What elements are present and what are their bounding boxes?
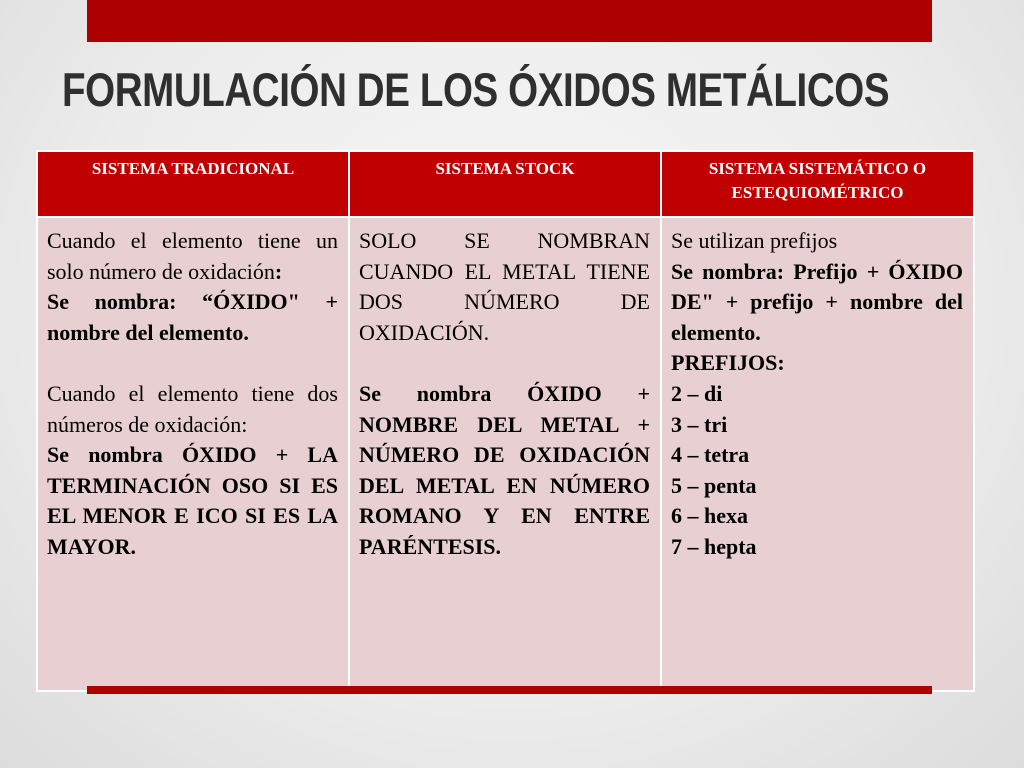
- table-body-row: [37, 217, 974, 691]
- bottom-accent-bar: [87, 686, 932, 694]
- paragraph-gap: [359, 348, 650, 379]
- tradicional-rule-3: Cuando el elemento tiene dos números de oxidación:: [47, 380, 338, 437]
- naming-systems-table: [36, 150, 975, 692]
- prefix-item: 5 – penta: [671, 472, 757, 498]
- prefix-item: 2 – di: [671, 380, 723, 406]
- prefixes-label: PREFIJOS:: [671, 350, 785, 376]
- paragraph-gap: [47, 348, 338, 379]
- prefix-item: 7 – hepta: [671, 533, 757, 559]
- tradicional-text-1: Cuando el elemento tiene un solo número de oxidación: [47, 228, 338, 284]
- tradicional-rule-2: Se nombra: “ÓXIDO" + nombre del elemento.: [47, 289, 338, 345]
- table-header-row: [37, 151, 974, 217]
- sistematico-rule-2: Se nombra: Prefijo + ÓXIDO DE" + prefijo + nombre del elemento.: [671, 258, 963, 345]
- tradicional-colon: :: [274, 258, 283, 284]
- top-accent-bar: [87, 0, 932, 42]
- header-stock: SISTEMA STOCK: [349, 151, 661, 217]
- stock-rule-1: SOLO SE NOMBRAN CUANDO EL METAL TIENE DOS NÚMERO DE OXIDACIÓN.: [359, 228, 650, 345]
- cell-sistematico: [661, 217, 974, 691]
- header-tradicional: SISTEMA TRADICIONAL: [37, 151, 349, 217]
- tradicional-rule-4: Se nombra ÓXIDO + LA TERMINACIÓN OSO SI ES EL MENOR E ICO SI ES LA MAYOR.: [47, 442, 338, 559]
- slide-title: FORMULACIÓN DE LOS ÓXIDOS METÁLICOS: [62, 63, 890, 116]
- prefix-item: 3 – tri: [671, 411, 728, 437]
- stock-rule-2: Se nombra ÓXIDO + NOMBRE DEL METAL + NÚMERO DE OXIDACIÓN DEL METAL EN NÚMERO ROMANO Y EN ENTRE PARÉNTESIS.: [359, 380, 650, 559]
- prefix-item: 6 – hexa: [671, 503, 748, 529]
- cell-stock: [349, 217, 661, 691]
- tradicional-rule-1: [47, 226, 338, 287]
- header-sistematico: SISTEMA SISTEMÁTICO O ESTEQUIOMÉTRICO: [661, 151, 974, 217]
- sistematico-rule-1: Se utilizan prefijos: [671, 228, 838, 253]
- prefix-item: 4 – tetra: [671, 442, 750, 468]
- cell-tradicional: [37, 217, 349, 691]
